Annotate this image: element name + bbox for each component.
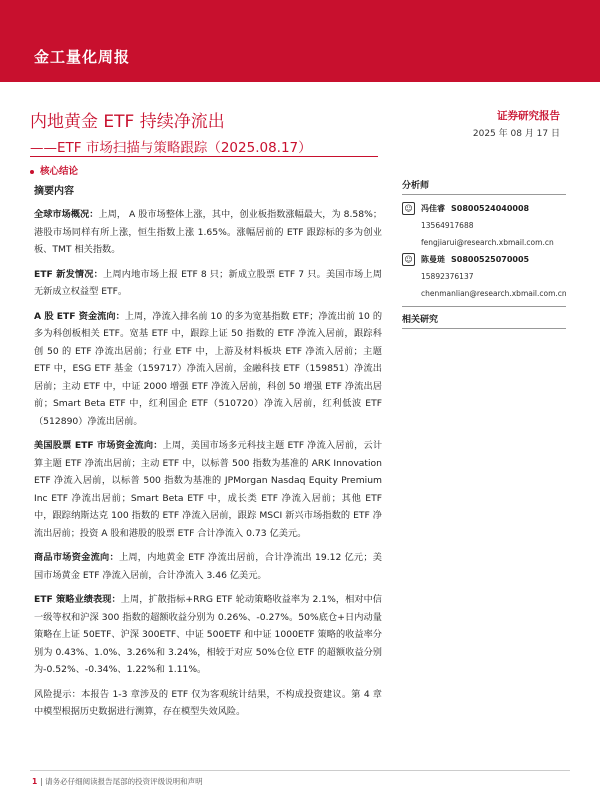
- analyst-row: [402, 251, 566, 268]
- summary-section: [34, 182, 382, 728]
- report-subtitle: ——ETF 市场扫描与策略跟踪（2025.08.17）: [30, 140, 312, 156]
- paragraph-text: 上周内地市场上报 ETF 8 只；新成立股票 ETF 7 只。美国市场上周无新成立权益型 ETF。: [34, 268, 382, 297]
- page-number: 1: [32, 777, 38, 786]
- sidebar: [402, 178, 566, 334]
- analyst-name: 冯佳睿: [421, 204, 445, 213]
- summary-paragraph: [34, 686, 382, 721]
- banner-title: 金工量化周报: [34, 48, 131, 66]
- analyst-cert: S0800525070005: [451, 255, 530, 264]
- summary-paragraph: [34, 206, 382, 259]
- report-type: 证券研究报告: [497, 110, 560, 122]
- paragraph-lead: 全球市场概况：: [34, 209, 99, 220]
- paragraph-text: 上周，净流入排名前 10 的多为宽基指数 ETF；净流出前 10 的多为科创板相关 ETF。宽基 ETF 中，跟踪上证 50 指数的 ETF 净流入居前，跟踪科创 50 的 ETF 净流出居前；行业 ETF 中，上游及材料板块 ETF 净流入居前；主题 ETF 中，ESG ETF 基金（159717）净流入居前，金融科技 ETF（159851）净流出居前；主动 ETF 中，中证 2000 增强 ETF 净流入居前，科创 50 增强 ETF 净流出居前；Smart Beta ETF 中，红利国企 ETF（510720）净流入居前，红利低波 ETF（512890）净流出居前。: [34, 310, 383, 427]
- footer-divider: [30, 770, 570, 771]
- core-conclusion-heading: [30, 163, 78, 177]
- paragraph-lead: 美国股票 ETF 市场资金流向：: [34, 440, 163, 451]
- summary-paragraph: [34, 549, 382, 584]
- person-icon: ☺: [402, 202, 415, 215]
- analyst-row: [402, 200, 566, 217]
- person-icon: ☺: [402, 253, 415, 266]
- title-divider: [30, 156, 378, 157]
- related-research-heading: 相关研究: [402, 312, 566, 329]
- header-banner: [0, 0, 600, 82]
- paragraph-lead: 商品市场资金流向：: [34, 552, 119, 563]
- paragraph-text: 上周，内地黄金 ETF 净流出居前，合计净流出 19.12 亿元；美国市场黄金 ETF 净流入居前，合计净流入 3.46 亿美元。: [34, 552, 382, 581]
- paragraph-lead: A 股 ETF 资金流向：: [34, 310, 125, 322]
- analyst-email[interactable]: fengjiarui@research.xbmail.com.cn: [421, 238, 554, 247]
- core-conclusion-label: 核心结论: [40, 166, 79, 177]
- report-title: 内地黄金 ETF 持续净流出: [30, 112, 225, 132]
- sidebar-divider: [402, 306, 566, 307]
- summary-heading: 摘要内容: [34, 186, 74, 197]
- analyst-list: [402, 200, 566, 302]
- paragraph-text: 上周，扩散指标+RRG ETF 轮动策略收益率为 2.1%，相对中信一级等权和沪深 300 指数的超额收益分别为 0.26%、-0.27%。50%底仓+日内动量策略在上证 50ETF、沪深 300ETF、中证 500ETF 和中证 1000ETF 策略的收益率分别为 0.43%、1.0%、3.26%和 3.24%，相较于对应 50%仓位 ETF 的超额收益分别为-0.52%、-0.34%、1.22%和 1.11%。: [34, 594, 382, 675]
- analyst-email[interactable]: chenmanlian@research.xbmail.com.cn: [421, 289, 567, 298]
- paragraph-text: 风险提示：本报告 1-3 章涉及的 ETF 仅为客观统计结果，不构成投资建议。第 4 章中模型根据历史数据进行测算，存在模型失效风险。: [34, 688, 382, 717]
- paragraph-text: 上周，美国市场多元科技主题 ETF 净流入居前，云计算主题 ETF 净流出居前；主动 ETF 中，以标普 500 指数为基准的 ARK Innovation ETF 净流入居前，以标普 500 指数为基准的 JPMorgan Nasdaq Equity Premium Inc ETF 净流出居前；Smart Beta ETF 中，成长类 ETF 净流入居前；其他 ETF 中，跟踪纳斯达克 100 指数的 ETF 净流入居前，跟踪 MSCI 新兴市场指数的 ETF 净流出居前；投资 A 股和港股的股票 ETF 合计净流入 0.73 亿美元。: [34, 440, 383, 539]
- paragraph-lead: ETF 策略业绩表现：: [34, 594, 121, 605]
- report-date: 2025 年 08 月 17 日: [472, 129, 560, 139]
- paragraph-text: 上周， A 股市场整体上涨，其中，创业板指数涨幅最大，为 8.58%；港股市场同样有所上涨，恒生指数上涨 1.65%。涨幅居前的 ETF 跟踪标的多为创业板、TMT 相关指数。: [34, 209, 383, 255]
- footer: 1 | 请务必仔细阅读报告尾部的投资评级说明和声明: [32, 777, 203, 786]
- analyst-cert: S0800524040008: [451, 204, 530, 213]
- bullet-icon: [30, 170, 34, 174]
- summary-paragraphs: [34, 206, 382, 721]
- disclaimer-text: 请务必仔细阅读报告尾部的投资评级说明和声明: [45, 777, 203, 786]
- summary-paragraph: [34, 308, 382, 431]
- summary-paragraph: [34, 437, 382, 542]
- summary-paragraph: [34, 591, 382, 679]
- analyst-heading: 分析师: [402, 178, 566, 195]
- analyst-phone: 13564917688: [421, 221, 474, 230]
- analyst-name: 陈曼琏: [421, 255, 445, 264]
- paragraph-lead: ETF 新发情况：: [34, 268, 104, 280]
- analyst-phone: 15892376137: [421, 272, 474, 281]
- summary-paragraph: [34, 266, 382, 301]
